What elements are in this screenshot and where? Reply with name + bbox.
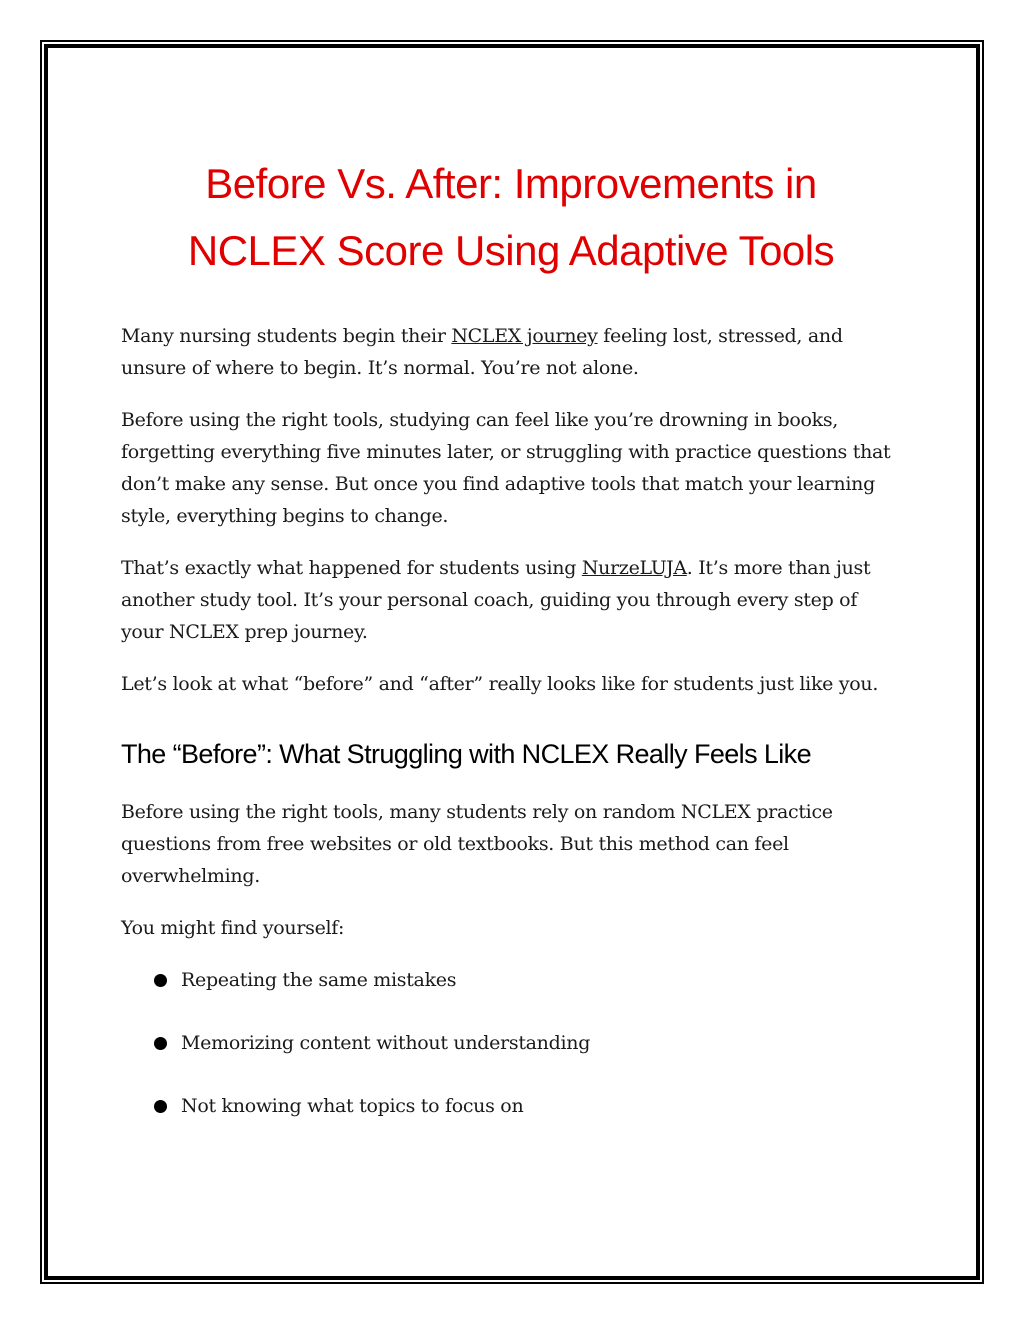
nurzeluja-text-before: That’s exactly what happened for students using	[121, 557, 582, 579]
before-after-paragraph: Let’s look at what “before” and “after” really looks like for students just like you.	[121, 673, 879, 695]
bullet-icon	[154, 974, 167, 987]
section-heading: The “Before”: What Struggling with NCLEX Really Feels Like	[121, 739, 811, 769]
list-item-text: Repeating the same mistakes	[181, 969, 457, 991]
nclex-journey-link[interactable]: NCLEX journey	[451, 325, 598, 347]
bullet-icon	[154, 1037, 167, 1050]
list-item-text: Memorizing content without understanding	[181, 1032, 591, 1054]
page-title-line-1: Before Vs. After: Improvements in	[205, 160, 817, 207]
list-item	[121, 1027, 901, 1059]
list-item	[121, 1090, 901, 1122]
bullet-icon	[154, 1100, 167, 1113]
section-paragraph: Before using the right tools, many students rely on random NCLEX practice questions from free websites or old textbooks. But this method can feel overwhelming.	[121, 801, 833, 887]
intro-text-before: Many nursing students begin their	[121, 325, 452, 347]
nurzeluja-paragraph	[121, 552, 901, 648]
page-title	[121, 150, 901, 284]
list-item	[121, 964, 901, 996]
list-item-text: Not knowing what topics to focus on	[181, 1095, 524, 1117]
find-yourself-paragraph: You might find yourself:	[121, 917, 345, 939]
intro-text-after: feeling lost, stressed, and unsure of where to begin. It’s normal. You’re not alone.	[121, 325, 843, 379]
nurzeluja-link[interactable]: NurzeLUJA	[581, 557, 687, 579]
intro-paragraph	[121, 320, 901, 384]
studying-paragraph: Before using the right tools, studying can feel like you’re drowning in books, forgetting everything five minutes later, or struggling with practice questions that don’t make any sense. But once you find adaptive tools that match your learning style, everything begins to change.	[121, 409, 891, 527]
document-body	[121, 150, 901, 1153]
nurzeluja-text-after: . It’s more than just another study tool. It’s your personal coach, guiding you through every step of your NCLEX prep journey.	[121, 557, 871, 643]
struggle-list	[121, 964, 901, 1122]
page-title-line-2: NCLEX Score Using Adaptive Tools	[187, 227, 835, 274]
